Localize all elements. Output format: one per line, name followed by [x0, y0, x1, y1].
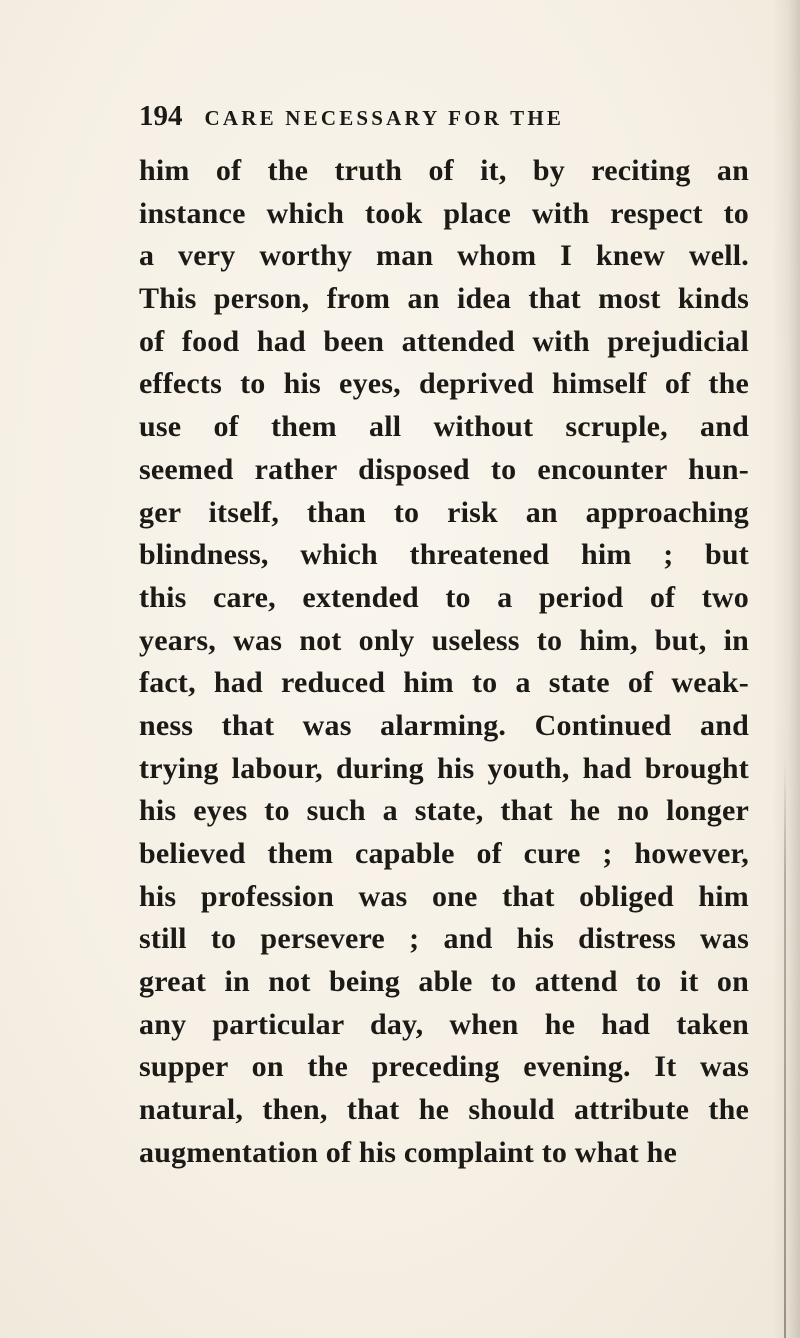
text-line: this care, extended to a period of two [139, 580, 749, 614]
text-line: any particular day, when he had taken [139, 1007, 749, 1041]
text-line: instance which took place with respect to [139, 196, 749, 230]
page-edge-shadow [772, 0, 800, 1338]
body-text [139, 150, 749, 1175]
text-line: years, was not only useless to him, but, in [139, 623, 749, 657]
text-line: great in not being able to attend to it on [139, 965, 749, 999]
page-number: 194 [139, 100, 183, 132]
text-line: of food had been attended with prejudicial [139, 324, 749, 358]
text-line: ger itself, than to risk an approaching [139, 495, 749, 529]
text-line: natural, then, that he should attribute the [139, 1093, 749, 1127]
text-line: his profession was one that obliged him [139, 879, 749, 913]
text-line: a very worthy man whom I knew well. [139, 239, 749, 273]
text-line: believed them capable of cure ; however, [139, 837, 749, 870]
text-line: This person, from an idea that most kinds [139, 282, 749, 316]
page-header [139, 100, 564, 136]
text-line: seemed rather disposed to encounter hun- [139, 452, 749, 486]
text-line: supper on the preceding evening. It was [139, 1050, 749, 1084]
text-line: use of them all without scruple, and [139, 410, 749, 444]
page-edge-line [784, 760, 786, 1338]
text-line: augmentation of his complaint to what he [139, 1135, 678, 1169]
text-line: fact, had reduced him to a state of weak- [139, 666, 749, 700]
text-line: his eyes to such a state, that he no longer [139, 794, 749, 828]
running-head: CARE NECESSARY FOR THE [204, 106, 565, 130]
text-line: still to persevere ; and his distress was [139, 922, 749, 956]
text-line: effects to his eyes, deprived himself of the [139, 367, 749, 401]
text-line: ness that was alarming. Continued and [139, 708, 749, 742]
text-line: him of the truth of it, by reciting an [139, 154, 749, 187]
text-line: trying labour, during his youth, had brought [139, 751, 749, 785]
text-line: blindness, which threatened him ; but [139, 538, 749, 572]
